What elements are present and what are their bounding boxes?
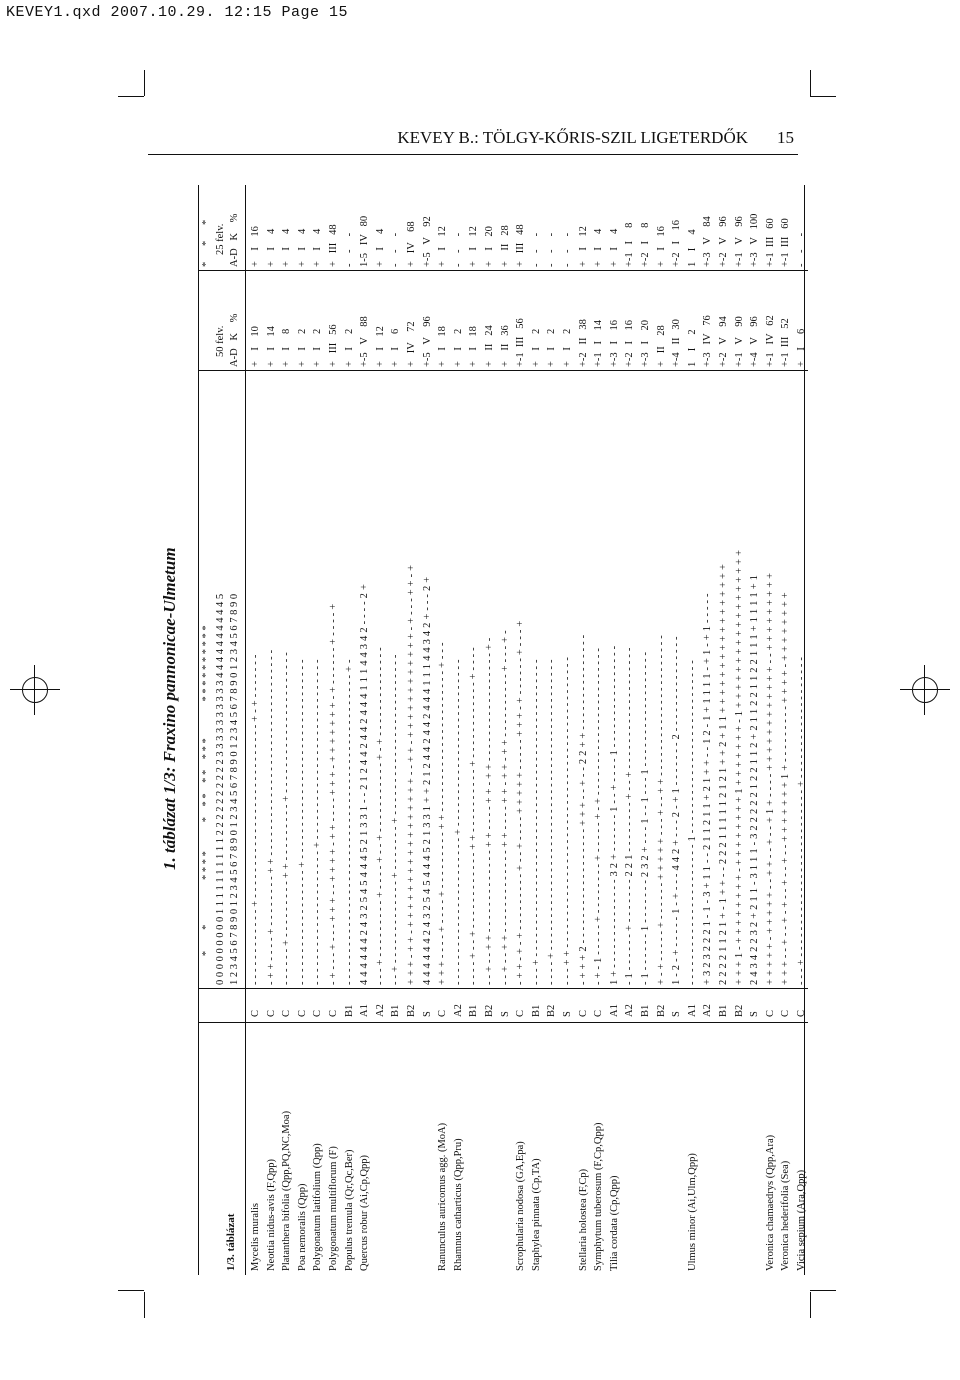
header-stars: * * * * * * * * * * * * * * * * * * * * * * * * — [201, 625, 212, 985]
table-row — [406, 185, 420, 1275]
running-head-rule — [148, 154, 798, 155]
summary-50: +-1 III 56 — [515, 318, 527, 367]
summary-25: - - - — [530, 232, 542, 267]
registration-mark-top-right — [900, 665, 950, 715]
releve-values: - - - - - - - - - - - - - - - - - - - - - + - - - - - - - - - - - - - - - - - - - - - - - - - - - - — [312, 659, 324, 985]
table-row — [593, 185, 607, 1275]
summary-25: +-5 V 92 — [421, 216, 433, 267]
crop-mark — [810, 96, 836, 97]
releve-values: 1 + - - - - - - - - - - - - - - 3 2 + - - - - - - 1 - - + - - - - 1 - - - - - - - - - - - - - - - - — [608, 645, 620, 985]
layer-code: C — [250, 1009, 261, 1017]
table-row — [468, 185, 482, 1275]
species-name: Platanthera bifolia (Qpp,PQ,NC,Moa) — [281, 1110, 293, 1271]
summary-25: +-3 V 100 — [749, 213, 761, 267]
summary-50: +-5 V 96 — [421, 316, 433, 367]
summary-25: 1 I 4 — [686, 229, 698, 267]
layer-code: C — [780, 1009, 792, 1017]
table-row — [250, 185, 264, 1275]
group50-columns: A-D K % — [229, 313, 240, 367]
table-row — [344, 185, 358, 1275]
summary-50: +-1 III 52 — [780, 318, 792, 367]
layer-code: C — [265, 1009, 277, 1017]
layer-code: C — [437, 1009, 449, 1017]
layer-code: S — [671, 1011, 683, 1017]
releve-values: - - - + - - - - - - - - - - - - - - - - - - - - - - - - - - - - - - - - - - - - - - - - - - - - - - — [530, 659, 542, 985]
summary-50: + I 10 — [250, 326, 261, 367]
layer-code: C — [796, 1009, 807, 1017]
species-name: Ranunculus auricomus agg. (MoA) — [437, 1122, 449, 1271]
summary-50: + I 2 — [562, 328, 573, 367]
summary-50: +-5 V 88 — [359, 316, 371, 367]
table-row — [359, 185, 373, 1275]
summary-50: + I 2 — [312, 328, 324, 367]
layer-code: B1 — [343, 1004, 355, 1017]
summary-50: + I 18 — [437, 326, 449, 367]
table-row — [328, 185, 342, 1275]
layer-code: C — [328, 1009, 339, 1017]
summary-25: + I 16 — [655, 226, 667, 267]
summary-50: + I 6 — [390, 328, 402, 367]
releve-values: - 1 - - - - - - 1 - - - - - - - 2 3 2 + - - - 1 - - 1 - - - 1 - - - - - - - - - - - - - - - - - - — [640, 651, 651, 985]
releve-values: - - - - - - - - - - - - - - - - - - - - - - 1 - - - - - - - - - - - - - - - - - - - - - - - - - - - — [686, 659, 698, 985]
summary-50: + II 24 — [484, 325, 495, 367]
table-row — [312, 185, 326, 1275]
table-row — [780, 185, 794, 1275]
table-row — [531, 185, 545, 1275]
summary-50: + I 18 — [468, 326, 480, 367]
layer-code: A1 — [686, 1004, 698, 1017]
rotated-table — [198, 185, 808, 1275]
releve-values: - - - - + - - + - - - - - - - - - - - - + + - - - - - - - - - - + - - - - - - - - - - - - + - - - - — [468, 647, 480, 985]
releve-values: - - + - - + + - - - - - - - - - - - - - + + - - - - + + - + + - + + - - - - - - - - - - + - - - + - — [499, 630, 511, 985]
table-row — [375, 185, 389, 1275]
summary-25: + I 20 — [484, 226, 495, 267]
species-name: Veronica chamaedrys (Qpp,Ara) — [764, 1134, 776, 1271]
summary-25: + I 4 — [265, 228, 277, 267]
summary-50: + I 2 — [530, 328, 542, 367]
summary-25: + I 4 — [608, 228, 620, 267]
summary-25: + I 4 — [374, 228, 386, 267]
summary-25: +-1 III 60 — [764, 218, 776, 267]
releve-values: + + + - + + - + + + + + + + + + + + + + + + + + - - + + - + + + + + + + + + + + + - + - - - + + - + — [406, 564, 417, 985]
summary-25: +-3 V 84 — [702, 216, 714, 267]
layer-code: A2 — [624, 1004, 636, 1017]
releve-values: 4 4 4 4 4 4 2 4 3 2 5 4 5 4 4 4 5 2 1 3 3 1 - - 2 1 2 4 4 2 4 4 2 4 4 4 1 1 1 4 4 3 4 2 - - - - 2 + — [359, 583, 371, 985]
species-name: Poa nemoralis (Qpp) — [296, 1183, 308, 1271]
releve-values: - - - + - - - - - - - - - - - - - - - - - - - - - - - - - - + - - - - - - - - - - - - - - - - - - - — [796, 656, 807, 985]
releve-values: - - + - - - - - - - - - - - - - + - - - - - - - + - - - - - - - - - - - - - - - - - - - - - - - - - — [390, 654, 402, 985]
summary-50: + I 14 — [265, 326, 277, 367]
summary-25: - - - — [562, 232, 573, 267]
releve-values: - + + - - - - + - - - - - - - - + + - - - - - - - - - - - - - - - - - - - - - - - - - - - - - - - - — [265, 649, 277, 985]
summary-50: +-1 IV 62 — [764, 315, 776, 367]
releve-values: - - - - - - - - - - - - - - - - - - - - - - - - - - - - - - - - - - - - - - - - - - - - - - - - + - — [343, 659, 355, 985]
summary-25: 1-5 IV 80 — [359, 215, 371, 267]
layer-code: B2 — [546, 1004, 558, 1017]
releve-values: - - - - - - - - - - - - + - - - - - - - - - - - - - - - - - - - - - - - - - - - + - + - - - - - - - — [250, 654, 261, 985]
layer-code: B1 — [468, 1004, 480, 1017]
summary-25: +-2 V 96 — [718, 216, 729, 267]
layer-code: C — [515, 1009, 527, 1017]
species-name: Polygonatum latifolium (Qpp) — [312, 1143, 324, 1271]
running-head-title: KEVEY B.: TÖLGY-KŐRIS-SZIL LIGETERDŐK — [397, 128, 748, 147]
summary-25: +-2 I 16 — [671, 219, 683, 267]
table-row — [562, 185, 576, 1275]
crop-mark — [144, 70, 145, 96]
releve-values: - - - - + - - - - - - - - - - - - - - - - - - - - - - - - - - - - - - - - - - - - - - - - - - - - - — [546, 659, 558, 985]
summary-25: - - - — [546, 232, 558, 267]
layer-code: B1 — [530, 1004, 542, 1017]
table-row — [500, 185, 514, 1275]
releve-values: - - - - - - - - - - - - - - - - - - + - - - - - - - - - - - - - - - - - - - - - - - - - - - - - - - — [296, 659, 308, 985]
releve-values: 2 2 2 2 1 1 2 1 + - 1 + + - - 2 2 2 1 1 1 1 1 2 1 2 1 + + 2 + 1 1 + + + + + + + + + + + + + + + + + — [718, 563, 729, 985]
species-name: Stellaria holostea (F,Cp) — [577, 1168, 589, 1271]
releve-values: 1 - 2 - + - - - - - 1 - + - - - 4 4 2 + - - - 2 - + 1 - - - - - - - 2 - - - - - - - - - - - - - - - — [671, 636, 683, 985]
summary-25: +-1 V 96 — [733, 216, 745, 267]
layer-code: S — [749, 1011, 761, 1017]
layer-code: A2 — [702, 1004, 714, 1017]
releve-values: - - - + - - - - - - - - - + - - - - + - - + - - - - - - - - - - - + - + - - - - - - - - - - - - - - — [374, 647, 386, 985]
releve-values: - + + + 2 - - - - - - - - - - - - - - - - - - + + + - - + - - 2 2 + + - - - - - - - - - - - - - - - — [577, 634, 589, 985]
layer-code: S — [562, 1011, 573, 1017]
summary-25: + II 28 — [499, 225, 511, 267]
summary-25: + III 48 — [515, 224, 527, 267]
summary-50: +-2 II 38 — [577, 319, 589, 367]
layer-code: S — [499, 1011, 511, 1017]
species-name: Veronica hederifolia (Sea) — [780, 1160, 792, 1271]
species-name: Polygonatum multiflorum (F) — [328, 1146, 339, 1271]
group25-columns: A-D K % — [229, 213, 240, 267]
summary-50: + I 2 — [343, 328, 355, 367]
species-name: Quercus robur (Ai,Cp,Qpp) — [359, 1154, 371, 1271]
summary-25: - - - — [796, 232, 807, 267]
summary-50: +-4 V 96 — [749, 316, 761, 367]
group25-title: 25 felv. — [215, 223, 226, 255]
layer-code: C — [764, 1009, 776, 1017]
table-bottom-rule — [804, 185, 805, 1275]
group25-stars: * * * — [201, 219, 212, 267]
summary-25: + IV 68 — [406, 221, 417, 267]
releve-values: + + + - - - - + - - - - + - - - - - - - - - + + - - - - - - - - - - - - - - - - - - - - - - + - - - — [437, 642, 449, 985]
layer-code: C — [281, 1009, 293, 1017]
releve-values: - - - + + - - - - - - - - - - - - - - - - - - - - - - - - - - - - - - - - - - - - - - - - - - - - - — [562, 656, 573, 985]
table-row — [749, 185, 763, 1275]
crop-mark — [118, 1290, 144, 1291]
releve-values: - 1 - - - - - - + - - - - - - - 2 2 1 - - - - - - - - + - - + - - - - - - - - - - - - - - - - - - - — [624, 647, 636, 985]
layer-code: B2 — [484, 1004, 495, 1017]
summary-25: + I 16 — [250, 226, 261, 267]
summary-25: + I 4 — [281, 228, 293, 267]
summary-50: + I 8 — [281, 328, 293, 367]
summary-50: + I 2 — [546, 328, 558, 367]
species-name: Neottia nidus-avis (F,Qpp) — [265, 1158, 277, 1271]
summary-25: + I 4 — [593, 228, 605, 267]
table-row — [390, 185, 404, 1275]
layer-code: A1 — [608, 1004, 620, 1017]
species-name: Symphytum tuberosum (F,Cp,Qpp) — [593, 1122, 605, 1271]
table-row — [484, 185, 498, 1275]
header-units: 1 2 3 4 5 6 7 8 9 0 1 2 3 4 5 6 7 8 9 0 1 2 3 4 5 6 7 8 9 0 1 2 3 4 5 6 7 8 9 0 1 2 3 4 5 6 7 8 9 0 — [229, 593, 240, 985]
summary-50: +-2 V 94 — [718, 316, 729, 367]
summary-25: + I 12 — [468, 226, 480, 267]
table-row — [266, 185, 280, 1275]
crop-mark — [810, 1290, 836, 1291]
layer-code: A2 — [374, 1004, 386, 1017]
species-name: Tilia cordata (Cp,Qpp) — [608, 1175, 620, 1271]
table-row — [609, 185, 623, 1275]
releve-values: 4 4 4 4 4 4 2 4 3 2 5 4 5 4 4 4 5 2 1 3 3 1 + + 2 1 2 4 4 2 4 4 2 4 4 4 1 1 1 4 4 3 4 2 + - - - 2 + — [421, 576, 433, 985]
table-row — [687, 185, 701, 1275]
table-row — [656, 185, 670, 1275]
species-name: Rhamnus catharticus (Qpp,Pru) — [452, 1138, 464, 1271]
species-name: Vicia sepium (Ara,Qpp) — [796, 1169, 807, 1271]
summary-25: + I 4 — [296, 228, 308, 267]
table-row — [515, 185, 529, 1275]
summary-25: +-1 III 60 — [780, 218, 792, 267]
table-row — [578, 185, 592, 1275]
summary-25: +-2 I 8 — [640, 222, 651, 267]
summary-25: + I 12 — [577, 226, 589, 267]
releve-values: - + - 1 - - - - - + - - - - - - - - + - - - - - + - + - - - - - - - - - - - - - - - - - - - - - - - — [593, 647, 605, 985]
summary-50: + II 28 — [655, 325, 667, 367]
crop-mark — [118, 96, 144, 97]
layer-code: B2 — [655, 1004, 667, 1017]
page-number: 15 — [777, 128, 794, 147]
table-row — [624, 185, 638, 1275]
table-header — [198, 185, 246, 1275]
summary-25: + I 12 — [437, 226, 449, 267]
crop-mark — [144, 1292, 145, 1318]
species-name: Scrophularia nodosa (GA,Epa) — [515, 1141, 527, 1271]
table-row — [437, 185, 451, 1275]
summary-50: +-1 I 14 — [593, 319, 605, 367]
summary-50: 1 I 2 — [686, 329, 698, 367]
table-row — [297, 185, 311, 1275]
species-name: Staphylea pinnata (Cp,TA) — [530, 1158, 542, 1271]
layer-code: B1 — [640, 1004, 651, 1017]
summary-50: + III 56 — [328, 324, 339, 367]
summary-50: +-1 V 90 — [733, 316, 745, 367]
releve-values: + + + + + - + + + + + - - + + - - + - - + 1 + - - - - + + + + + + + + + + + + - - + + + + + + + + + — [764, 572, 776, 985]
table-row — [546, 185, 560, 1275]
table-corner-label: 1/3. táblázat — [225, 1213, 237, 1271]
layer-code: B2 — [406, 1004, 417, 1017]
running-head — [148, 128, 798, 152]
summary-50: + I 2 — [296, 328, 308, 367]
layer-code: B1 — [718, 1004, 729, 1017]
layer-code: C — [296, 1009, 308, 1017]
table-row — [702, 185, 716, 1275]
crop-mark — [810, 1292, 811, 1318]
summary-50: +-2 I 16 — [624, 319, 636, 367]
releve-values: 2 4 3 4 2 2 3 2 + 2 1 1 - 3 1 1 1 - 3 2 2 2 2 2 1 2 2 1 1 2 + 2 1 1 2 2 1 1 2 2 1 1 1 + 1 1 1 1 + 1 — [749, 574, 761, 985]
table-row — [718, 185, 732, 1275]
summary-50: +-3 I 20 — [640, 319, 651, 367]
summary-25: + III 48 — [328, 224, 339, 267]
table-row — [281, 185, 295, 1275]
table-row — [734, 185, 748, 1275]
layer-code: C — [577, 1009, 589, 1017]
table-row — [640, 185, 654, 1275]
releve-values: + 3 2 3 2 2 2 1 - 1 - 3 + 1 1 - - 2 1 1 2 1 1 + 2 1 + + - - 1 2 - 1 + 1 1 1 1 - + 1 - + 1 - - - - - — [702, 593, 714, 985]
summary-50: +-3 IV 76 — [702, 315, 714, 367]
header-tens: 0 0 0 0 0 0 0 0 0 1 1 1 1 1 1 1 1 1 1 2 2 2 2 2 2 2 2 2 2 3 3 3 3 3 3 3 3 3 3 4 4 4 4 4 4 4 4 4 4 5 — [215, 593, 226, 985]
summary-50: + I 2 — [452, 328, 464, 367]
releve-values: - - - - - - + - - - - - - - - - + + - - - - - - - - - + - - - - - - - - - - - - - - - - - - - - - - — [281, 652, 293, 985]
layer-code: C — [312, 1009, 324, 1017]
summary-50: + II 36 — [499, 325, 511, 367]
group50-title: 50 felv. — [215, 325, 226, 357]
releve-values: - - - - - - - - - - - - - - - - - - - - - - - + - - - - - - - - - - - - - - - - - - - - - - - - - - — [452, 659, 464, 985]
table-row — [671, 185, 685, 1275]
layer-code: A1 — [359, 1004, 371, 1017]
layer-code: B2 — [733, 1004, 745, 1017]
table-row — [765, 185, 779, 1275]
releve-values: + + + 1 - + + + + + + + + - + + + + + + + + 1 + + + + + + + - 1 + + + + + + + + + + + + + + + + + + — [733, 549, 745, 985]
summary-25: - - - — [390, 232, 402, 267]
releve-values: - + + - + - + - - - - - - - - - + - - + - - - - + + + + + - - - - - + + + - + - - - - - - + - - - + — [515, 620, 527, 985]
releve-values: + + + - - + - - + - + - - + - - + - - + + + + + + + 1 + - - - - - - - - - + + + + - + + + + + + + + — [780, 592, 792, 985]
species-name: Populus tremula (Qr,Qc,Ber) — [343, 1149, 355, 1271]
layer-code: B1 — [390, 1004, 402, 1017]
crop-mark — [810, 70, 811, 96]
summary-25: - - - — [452, 232, 464, 267]
layer-code: S — [421, 1011, 433, 1017]
releve-values: - + - - - + - - - + + + - - + + + + - + + - - - - + + + - + + + + + + + - + - - - - - - + - - - - + — [328, 603, 339, 985]
summary-50: + IV 72 — [406, 321, 417, 367]
table-row — [796, 185, 810, 1275]
layer-code: C — [593, 1009, 605, 1017]
file-slug: KEVEY1.qxd 2007.10.29. 12:15 Page 15 — [6, 4, 349, 21]
layer-code: A2 — [452, 1004, 464, 1017]
species-name: Ulmus minor (Ai,Ulm,Qpp) — [686, 1153, 698, 1271]
table-title: 1. táblázat 1/3: Fraxino pannonicae-Ulmetum — [160, 547, 179, 870]
summary-50: + I 12 — [374, 326, 386, 367]
summary-25: + I 4 — [312, 228, 324, 267]
species-name: Mycelis muralis — [250, 1203, 261, 1271]
summary-25: - - - — [343, 232, 355, 267]
summary-50: +-3 I 16 — [608, 319, 620, 367]
summary-25: +-1 I 8 — [624, 222, 636, 267]
summary-50: +-4 II 30 — [671, 319, 683, 367]
registration-mark-top-left — [10, 665, 60, 715]
releve-values: - - + - - + + - - - - - - - - - - - - - + + - - - - + + - + + - - - - - - - - - - - - - - - - - + - — [484, 637, 495, 985]
table-row — [422, 185, 436, 1275]
releve-values: + - + - - - - - + - - - - - - + + + + + - - - + - - + + - - - - - - - - - - - - - - - - - - - - - - — [655, 635, 667, 985]
summary-50: + I 6 — [796, 328, 807, 367]
table-row — [453, 185, 467, 1275]
